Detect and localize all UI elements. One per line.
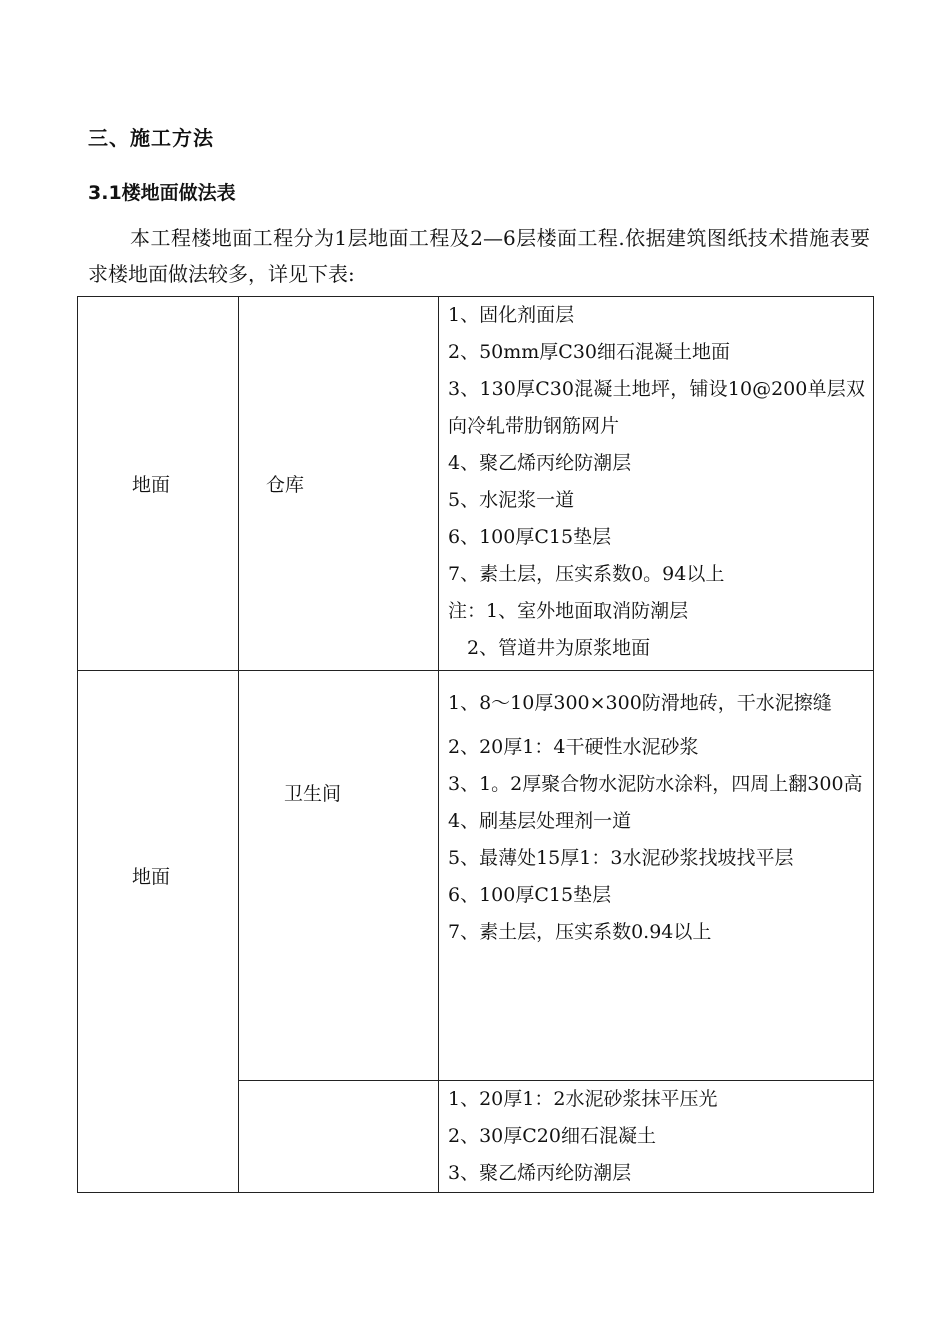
list-item: 3、聚乙烯丙纶防潮层 xyxy=(448,1162,632,1184)
list-item: 5、最薄处15厚1：3水泥砂浆找坡找平层 xyxy=(448,847,794,869)
list-item: 7、素土层，压实系数0。94以上 xyxy=(448,563,725,585)
list-item: 1、20厚1：2水泥砂浆抹平压光 xyxy=(448,1088,718,1110)
room-label: 仓库 xyxy=(266,474,305,496)
list-item: 2、20厚1：4干硬性水泥砂浆 xyxy=(448,736,699,758)
room-cell xyxy=(239,671,439,1081)
section-heading: 三、施工方法 xyxy=(88,126,214,150)
list-item: 2、管道井为原浆地面 xyxy=(448,637,651,659)
intro-paragraph: 本工程楼地面工程分为1层地面工程及2—6层楼面工程.依据建筑图纸技术措施表要求楼地面做法较多，详见下表: xyxy=(88,226,870,286)
subsection-heading: 3.1楼地面做法表 xyxy=(88,182,236,204)
table-row xyxy=(78,671,874,1081)
category-cell: 地面 xyxy=(78,671,239,1193)
list-item: 5、水泥浆一道 xyxy=(448,489,575,511)
items-cell xyxy=(439,671,874,1081)
list-item: 6、100厚C15垫层 xyxy=(448,526,612,548)
room-cell xyxy=(239,297,439,671)
list-item: 3、130厚C30混凝土地坪，铺设10@200单层双向冷轧带肋钢筋网片 xyxy=(448,378,865,437)
items-cell xyxy=(439,297,874,671)
list-item: 7、素土层，压实系数0.94以上 xyxy=(448,921,712,943)
list-item: 4、刷基层处理剂一道 xyxy=(448,810,632,832)
room-label: 卫生间 xyxy=(284,783,342,805)
room-cell xyxy=(239,1081,439,1193)
list-item: 6、100厚C15垫层 xyxy=(448,884,612,906)
list-item: 2、30厚C20细石混凝土 xyxy=(448,1125,656,1147)
list-item: 3、1。2厚聚合物水泥防水涂料，四周上翻300高 xyxy=(448,773,863,795)
list-item: 2、50mm厚C30细石混凝土地面 xyxy=(448,341,731,363)
list-item: 1、8～10厚300×300防滑地砖，干水泥擦缝 xyxy=(448,692,832,714)
list-item: 注：1、室外地面取消防潮层 xyxy=(448,600,689,622)
table-row xyxy=(78,297,874,671)
list-item: 4、聚乙烯丙纶防潮层 xyxy=(448,452,632,474)
category-cell: 地面 xyxy=(78,297,239,671)
items-cell xyxy=(439,1081,874,1193)
floor-method-table xyxy=(77,296,874,1193)
list-item: 1、固化剂面层 xyxy=(448,304,575,326)
